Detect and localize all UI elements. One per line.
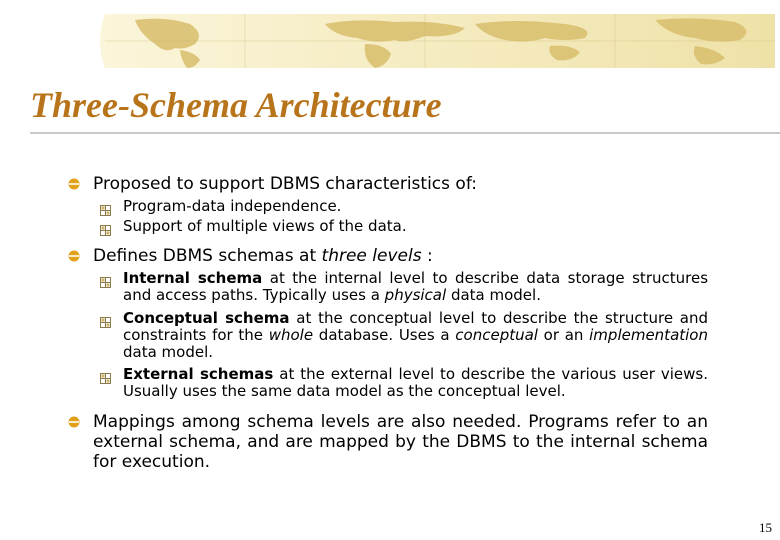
slide-title: Three-Schema Architecture [30, 85, 442, 125]
round-bullet-icon [68, 178, 80, 190]
square-bullet-icon [100, 313, 111, 324]
subbullet-text: Support of multiple views of the data. [123, 217, 407, 235]
page-number: 15 [759, 520, 772, 535]
bullet-text: Mappings among schema levels are also needed. Programs refer to an external schema, and are mapped by the DBMS to the internal schema for execution. [93, 412, 708, 472]
subbullet-text: Program-data independence. [123, 197, 342, 215]
subbullet-text: Internal schema at the internal level to describe data storage structures and access paths. Typically uses a physical data model. [123, 269, 709, 304]
subbullet-text: Conceptual schema at the conceptual level to describe the structure and constraints for the whole database. Uses a conceptual or an implementation data model. [123, 309, 709, 361]
round-bullet-icon [68, 250, 80, 262]
square-bullet-icon [100, 221, 111, 232]
round-bullet-icon [68, 416, 80, 428]
square-bullet-icon [100, 369, 111, 380]
world-map-banner [95, 14, 775, 68]
bullet-text: Proposed to support DBMS characteristics of: [93, 174, 477, 194]
bullet-text: Defines DBMS schemas at three levels : [93, 246, 433, 266]
square-bullet-icon [100, 273, 111, 284]
title-divider [30, 132, 780, 134]
subbullet-text: External schemas at the external level to describe the various user views. Usually uses the same data model as the conceptual level. [123, 365, 708, 400]
square-bullet-icon [100, 201, 111, 212]
